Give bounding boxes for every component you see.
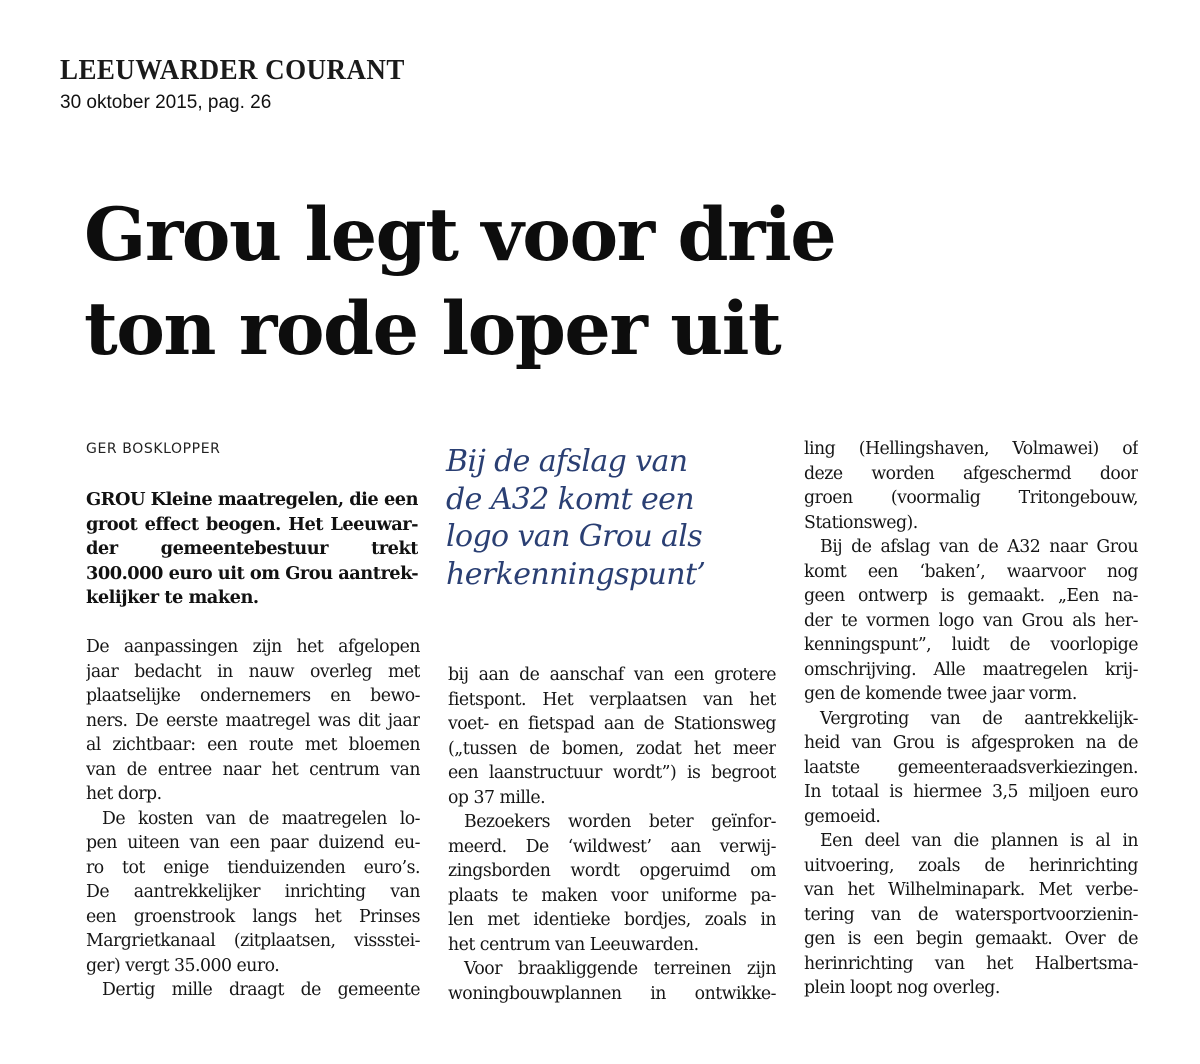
text-line: plaatselijke ondernemers en bewo- xyxy=(86,686,420,706)
text-line: Een deel van die plannen is al in xyxy=(820,831,1138,851)
text-line: het dorp. xyxy=(86,784,162,804)
text-line: ger) vergt 35.000 euro. xyxy=(86,955,280,976)
text-line: len met identieke bordjes, zoals in xyxy=(448,910,776,930)
article-headline xyxy=(84,188,1164,376)
text-line: De aanpassingen zijn het afgelopen xyxy=(86,637,420,657)
text-line: Vergroting van de aantrekkelijk- xyxy=(820,708,1138,729)
text-line: der te vormen logo van Grou als her- xyxy=(804,610,1138,631)
text-line: Voor braakliggende terreinen zijn xyxy=(464,959,776,979)
text-line: op 37 mille. xyxy=(448,787,546,808)
lead-line: groot effect beogen. Het Leeuwar- xyxy=(86,513,418,535)
text-line: In totaal is hiermee 3,5 miljoen euro xyxy=(804,782,1138,802)
text-line: jaar bedacht in nauw overleg met xyxy=(86,661,420,682)
text-line: deze worden afgeschermd door xyxy=(804,463,1138,484)
text-line: uitvoering, zoals de herinrichting xyxy=(804,855,1138,876)
text-line: van de entree naar het centrum van xyxy=(86,759,420,780)
text-line: een laanstructuur wordt”) is begroot xyxy=(448,763,776,783)
publication-dateline: 30 oktober 2015, pag. 26 xyxy=(60,92,272,113)
text-line: van het Wilhelminapark. Met verbe- xyxy=(804,880,1138,900)
text-line: meerd. De ‘wildwest’ aan verwij- xyxy=(448,836,776,857)
text-line: groen (voormalig Tritongebouw, xyxy=(804,488,1138,508)
text-line: heid van Grou is afgesproken na de xyxy=(804,733,1138,753)
text-line: herinrichting van het Halbertsma- xyxy=(804,953,1138,974)
text-line: ling (Hellingshaven, Volmawei) of xyxy=(804,439,1138,459)
lead-paragraph xyxy=(86,488,418,611)
article-column-3 xyxy=(804,437,1138,1001)
text-line: voet- en fietspad aan de Stationsweg xyxy=(448,714,776,734)
text-line: al zichtbaar: een route met bloemen xyxy=(86,735,420,755)
article-byline: GER BOSKLOPPER xyxy=(86,441,221,457)
lead-line: GROU Kleine maatregelen, die een xyxy=(86,489,418,510)
text-line: het centrum van Leeuwarden. xyxy=(448,934,699,955)
text-line: Dertig mille draagt de gemeente xyxy=(102,980,420,1000)
text-line: een groenstrook langs het Prinses xyxy=(86,906,420,927)
lead-line: der gemeentebestuur trekt xyxy=(86,538,418,559)
text-line: omschrijving. Alle maatregelen krij- xyxy=(804,659,1138,680)
article-column-1 xyxy=(86,635,420,1003)
text-line: komt een ‘baken’, waarvoor nog xyxy=(804,561,1138,582)
text-line: Bij de afslag van de A32 naar Grou xyxy=(820,537,1138,557)
pull-quote-line: logo van Grou als xyxy=(446,519,703,554)
text-line: fietspont. Het verplaatsen van het xyxy=(448,689,776,710)
text-line: De kosten van de maatregelen lo- xyxy=(102,808,420,829)
text-line: woningbouwplannen in ontwikke- xyxy=(448,983,776,1004)
headline-line: Grou legt voor drie xyxy=(84,192,836,278)
text-line: ners. De eerste maatregel was dit jaar xyxy=(86,710,420,731)
text-line: bij aan de aanschaf van een grotere xyxy=(448,665,776,685)
text-line: kenningspunt”, luidt de voorlopige xyxy=(804,635,1138,655)
text-line: gen is een begin gemaakt. Over de xyxy=(804,929,1138,949)
article-column-2 xyxy=(448,663,776,1006)
newspaper-masthead: LEEUWARDER COURANT xyxy=(60,54,405,86)
text-line: gen de komende twee jaar vorm. xyxy=(804,684,1077,704)
lead-line: kelijker te maken. xyxy=(86,587,259,608)
text-line: geen ontwerp is gemaakt. „Een na- xyxy=(804,586,1138,606)
text-line: ro tot enige tienduizenden euro’s. xyxy=(86,857,420,878)
pull-quote xyxy=(446,443,786,593)
pull-quote-line: de A32 komt een xyxy=(446,481,694,517)
pull-quote-line: Bij de afslag van xyxy=(446,444,688,479)
pull-quote-line: herkenningspunt’ xyxy=(446,556,706,592)
text-line: pen uiteen van een paar duizend eu- xyxy=(86,833,420,853)
lead-line: 300.000 euro uit om Grou aantrek- xyxy=(86,562,418,584)
headline-line: ton rode loper uit xyxy=(84,286,781,372)
text-line: tering van de watersportvoorzienin- xyxy=(804,904,1138,925)
text-line: laatste gemeenteraadsverkiezingen. xyxy=(804,757,1138,778)
text-line: („tussen de bomen, zodat het meer xyxy=(448,738,776,759)
text-line: De aantrekkelijker inrichting van xyxy=(86,882,420,902)
text-line: zingsborden wordt opgeruimd om xyxy=(448,861,776,881)
text-line: Stationsweg). xyxy=(804,512,918,533)
text-line: Bezoekers worden beter geïnfor- xyxy=(464,812,776,832)
text-line: gemoeid. xyxy=(804,806,881,827)
text-line: plaats te maken voor uniforme pa- xyxy=(448,885,776,906)
text-line: Margrietkanaal (zitplaatsen, vissstei- xyxy=(86,931,420,951)
text-line: plein loopt nog overleg. xyxy=(804,978,1000,998)
